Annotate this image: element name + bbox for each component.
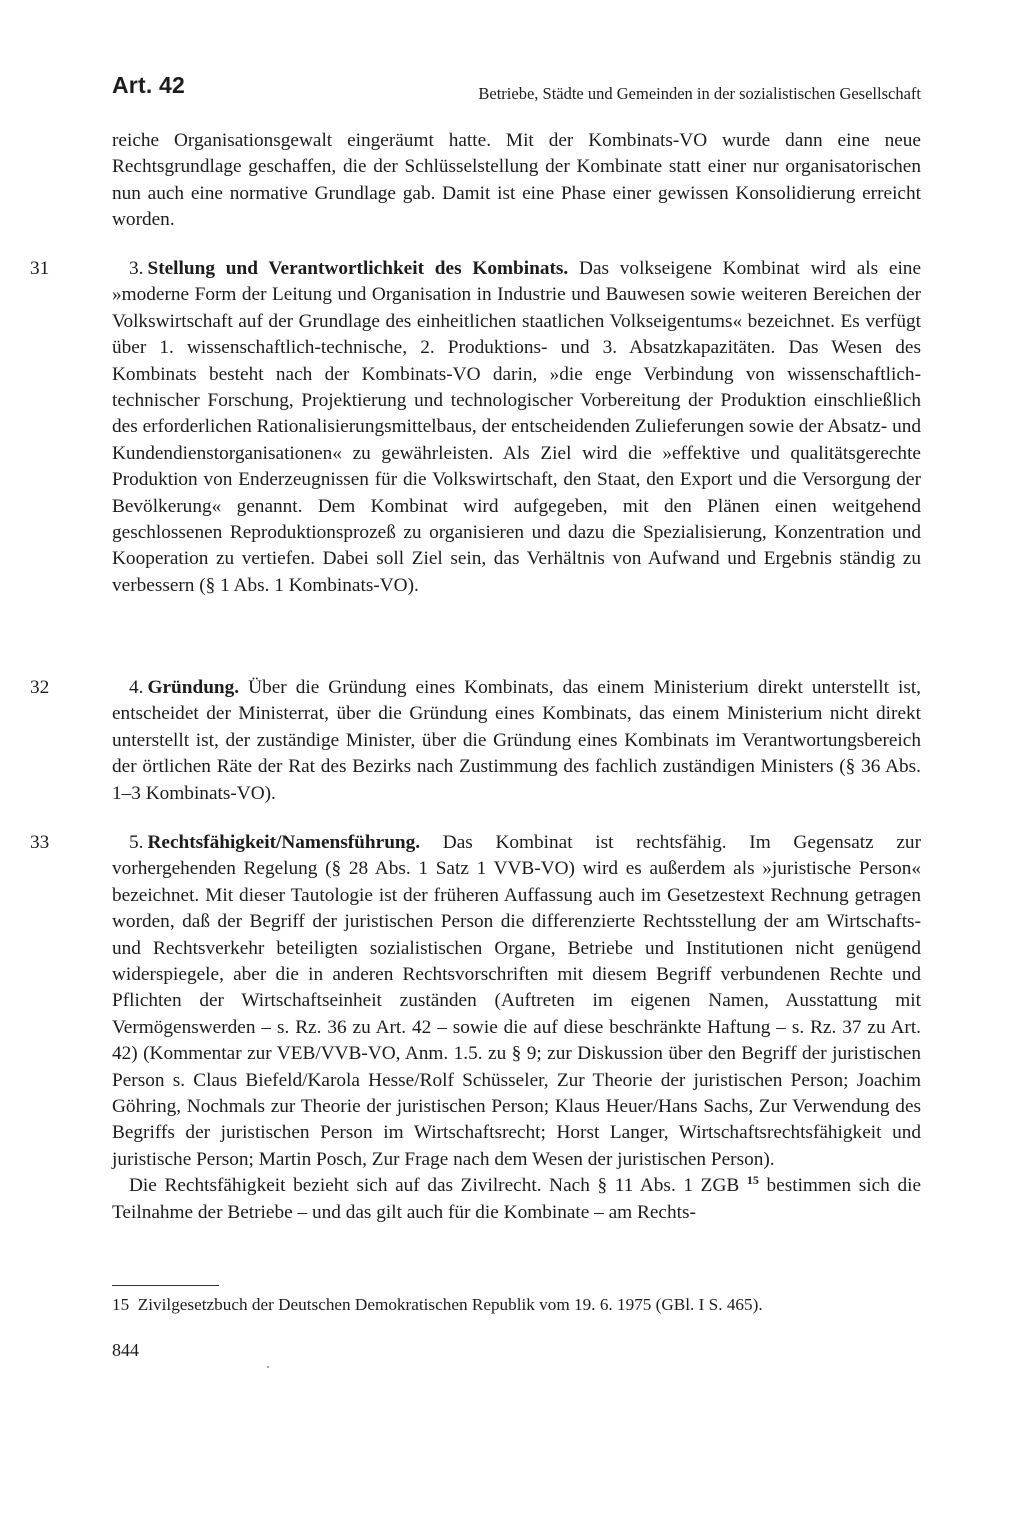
intro-text: reiche Organisationsgewalt eingeräumt hatte. Mit der Kombinats-VO wurde dann eine neue Rechtsgrundlage geschaffen, die der Schlüsselstellung der Kombinate statt einer nur organisatorischen nun auch eine normative Grundlage gab. Damit ist eine Phase einer gewissen Konsolidierung erreicht worden. [112,130,921,231]
section-text: Über die Gründung eines Kombinats, das einem Ministerium direkt unterstellt ist, entscheidet der Ministerrat, über die Gründung eines Kombinats, das einem Ministerium nicht direkt unterstellt ist, der zuständige Minister, über die Gründung eines Kombinats im Verantwortungsbereich der örtlichen Räte der Rat des Bezirks nach Zustimmung des fachlich zuständigen Ministers (§ 36 Abs. 1–3 Kombinats-VO). [112,677,921,804]
section-text: Das volkseigene Kombinat wird als eine »moderne Form der Leitung und Organisation in Industrie und Bauwesen sowie weiteren Bereichen der Volkswirtschaft auf der Grundlage des einheitlichen staatlichen Volkseigentums« bezeichnet. Es verfügt über 1. wissenschaftlich-technische, 2. Produktions- und 3. Absatzkapazitäten. Das Wesen des Kombinats besteht nach der Kombinats-VO darin, »die enge Verbindung von wissenschaftlich-technischer Forschung, Projektierung und technologischer Vorbereitung der Produktion einschließlich des erforderlichen Rationalisierungsmittelbaus, der entscheidenden Zulieferungen sowie der Absatz- und Kundendienstorganisationen« zu gewährleisten. Als Ziel wird die »effektive und qualitätsgerechte Produktion von Enderzeugnissen für die Volkswirtschaft, den Staat, den Export und die Versorgung der Bevölkerung« genannt. Dem Kombinat wird aufgegeben, mit den Plänen einen weitgehend geschlossenen Reproduktionsprozeß zu organisieren und dazu die Spezialisierung, Konzentration und Kooperation zu vertiefen. Dabei soll Ziel sein, das Verhältnis von Aufwand und Ergebnis ständig zu verbessern (§ 1 Abs. 1 Kombinats-VO). [112,258,921,596]
section-number: 3. [129,258,144,279]
margin-number-33: 33 [30,832,50,853]
running-title: Betriebe, Städte und Gemeinden in der sozialistischen Gesellschaft [478,84,921,103]
continuation-text: Die Rechtsfähigkeit bezieht sich auf das Zivilrecht. Nach § 11 Abs. 1 ZGB [129,1175,740,1197]
paragraph-32 [112,675,921,807]
section-number: 4. [129,677,144,698]
section-text: Das Kombinat ist rechtsfähig. Im Gegensatz zur vorhergehenden Regelung (§ 28 Abs. 1 Satz 1 VVB-VO) wird es außerdem als »juristische Person« bezeichnet. Mit dieser Tautologie ist der früheren Auffassung auch im Gesetzestext Rechnung getragen worden, daß der Begriff der juristischen Person die differenzierte Rechtsstellung der am Wirtschafts- und Rechtsverkehr beteiligten sozialistischen Organe, Betriebe und Institutionen nicht genügend widerspiegele, aber die in anderen Rechtsvorschriften mit diesem Begriff verbundenen Rechte und Pflichten der Wirtschaftseinheit zuständen (Auftreten im eigenen Namen, Ausstattung mit Vermögenswerden – s. Rz. 36 zu Art. 42 – sowie die auf diese beschränkte Haftung – s. Rz. 37 zu Art. 42) (Kommentar zur VEB/VVB-VO, Anm. 1.5. zu § 9; zur Diskussion über den Begriff der juristischen Person s. Claus Biefeld/Karola Hesse/Rolf Schüsseler, Zur Theorie der juristischen Person; Joachim Göhring, Nochmals zur Theorie der juristischen Person; Klaus Heuer/Hans Sachs, Zur Verwendung des Begriffs der juristischen Person im Wirtschaftsrecht; Horst Langer, Wirtschaftsrechtsfähigkeit und juristische Person; Martin Posch, Zur Frage nach dem Wesen der juristischen Person). [112,832,921,1170]
page-number: 844 [112,1340,139,1360]
print-speck [267,1366,269,1368]
footnote-number: 15 [112,1295,130,1314]
continuation-text-end: bestimmen sich die Teilnahme der Betriebe – und das gilt auch für die Kombinate – am Rechts- [112,1175,922,1223]
footnote [112,1295,763,1315]
article-number: Art. 42 [112,72,185,98]
margin-number-32: 32 [30,677,50,698]
section-heading: Gründung. [147,677,240,698]
section-heading: Rechtsfähigkeit/Namensführung. [147,832,421,853]
footnote-divider [112,1285,219,1286]
margin-number-31: 31 [30,258,50,279]
intro-paragraph [112,128,921,234]
paragraph-33 [112,830,921,1226]
footnote-text: Zivilgesetzbuch der Deutschen Demokratischen Republik vom 19. 6. 1975 (GBl. I S. 465). [137,1295,763,1314]
paragraph-31 [112,256,921,599]
footnote-reference[interactable]: 15 [746,1173,759,1188]
section-number: 5. [129,832,144,853]
section-heading: Stellung und Verantwortlichkeit des Kombinats. [147,258,569,279]
